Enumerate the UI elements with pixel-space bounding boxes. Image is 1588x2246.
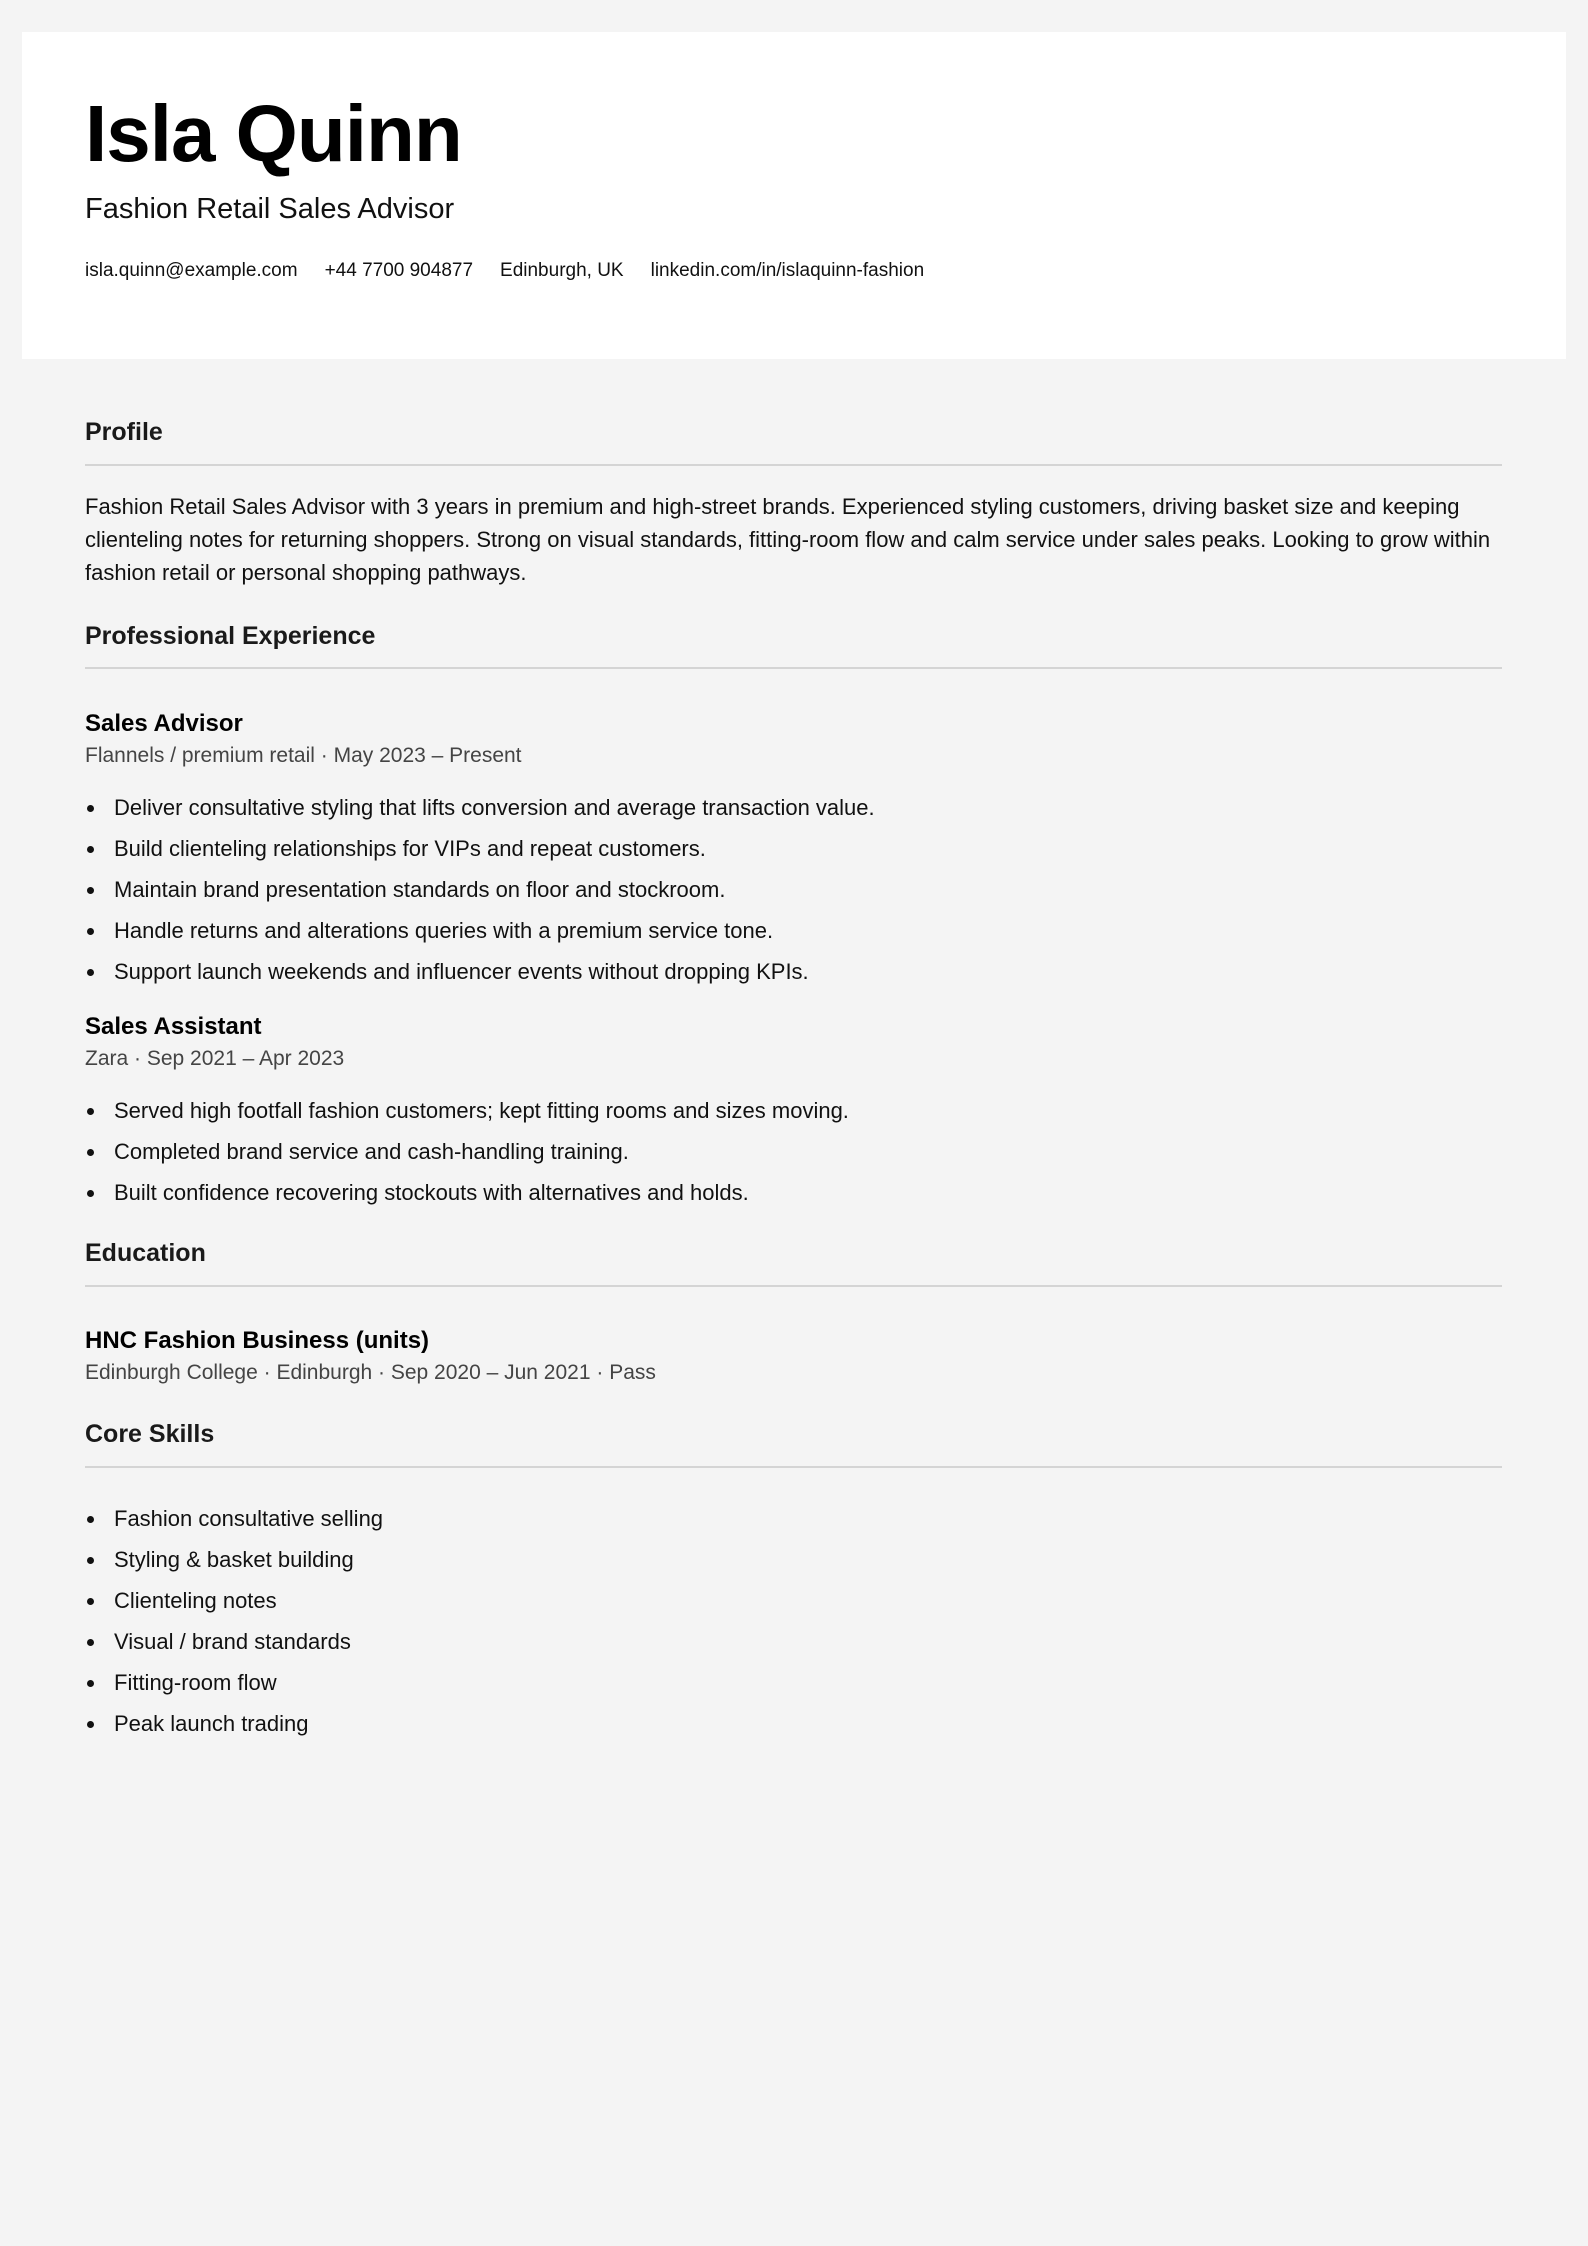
section-title-education: Education bbox=[85, 1239, 206, 1267]
section-title-experience: Professional Experience bbox=[85, 622, 376, 650]
list-item: Styling & basket building bbox=[85, 1539, 383, 1580]
list-item: Build clienteling relationships for VIPs and repeat customers. bbox=[85, 828, 875, 869]
education-title: HNC Fashion Business (units) bbox=[85, 1327, 430, 1354]
job-bullets bbox=[85, 787, 875, 992]
section-divider bbox=[85, 667, 1502, 669]
list-item: Clienteling notes bbox=[85, 1580, 383, 1621]
job-meta: Zara · Sep 2021 – Apr 2023 bbox=[85, 1047, 345, 1070]
education-meta: Edinburgh College · Edinburgh · Sep 2020 – Jun 2021 · Pass bbox=[85, 1361, 656, 1384]
contact-email[interactable]: isla.quinn@example.com bbox=[85, 260, 298, 281]
list-item: Handle returns and alterations queries with a premium service tone. bbox=[85, 910, 875, 951]
contact-location: Edinburgh, UK bbox=[500, 260, 624, 281]
profile-summary: Fashion Retail Sales Advisor with 3 years in premium and high-street brands. Experienced styling customers, driving basket size and keeping clienteling notes for returning shoppers. Strong on visual standards, fitting-room flow and calm service under sales peaks. Looking to grow within fashion retail or personal shopping pathways. bbox=[85, 494, 1491, 585]
section-title-profile: Profile bbox=[85, 418, 163, 446]
job-bullets bbox=[85, 1090, 849, 1213]
section-title-skills: Core Skills bbox=[85, 1420, 215, 1448]
list-item: Fashion consultative selling bbox=[85, 1498, 383, 1539]
list-item: Support launch weekends and influencer events without dropping KPIs. bbox=[85, 951, 875, 992]
section-divider bbox=[85, 1466, 1502, 1468]
candidate-role: Fashion Retail Sales Advisor bbox=[85, 193, 455, 225]
contact-linkedin[interactable]: linkedin.com/in/islaquinn-fashion bbox=[650, 260, 925, 281]
section-divider bbox=[85, 464, 1502, 466]
list-item: Completed brand service and cash-handling training. bbox=[85, 1131, 849, 1172]
job-title: Sales Advisor bbox=[85, 710, 243, 737]
contact-phone[interactable]: +44 7700 904877 bbox=[324, 260, 474, 281]
list-item: Fitting-room flow bbox=[85, 1662, 383, 1703]
list-item: Served high footfall fashion customers; kept fitting rooms and sizes moving. bbox=[85, 1090, 849, 1131]
list-item: Visual / brand standards bbox=[85, 1621, 383, 1662]
contact-row bbox=[85, 261, 924, 280]
section-divider bbox=[85, 1285, 1502, 1287]
list-item: Peak launch trading bbox=[85, 1703, 383, 1744]
list-item: Built confidence recovering stockouts with alternatives and holds. bbox=[85, 1172, 849, 1213]
list-item: Deliver consultative styling that lifts conversion and average transaction value. bbox=[85, 787, 875, 828]
resume-header bbox=[22, 32, 1566, 359]
skills-list bbox=[85, 1498, 383, 1744]
candidate-name: Isla Quinn bbox=[85, 89, 462, 178]
job-meta: Flannels / premium retail · May 2023 – Present bbox=[85, 744, 522, 767]
job-title: Sales Assistant bbox=[85, 1013, 262, 1040]
list-item: Maintain brand presentation standards on floor and stockroom. bbox=[85, 869, 875, 910]
